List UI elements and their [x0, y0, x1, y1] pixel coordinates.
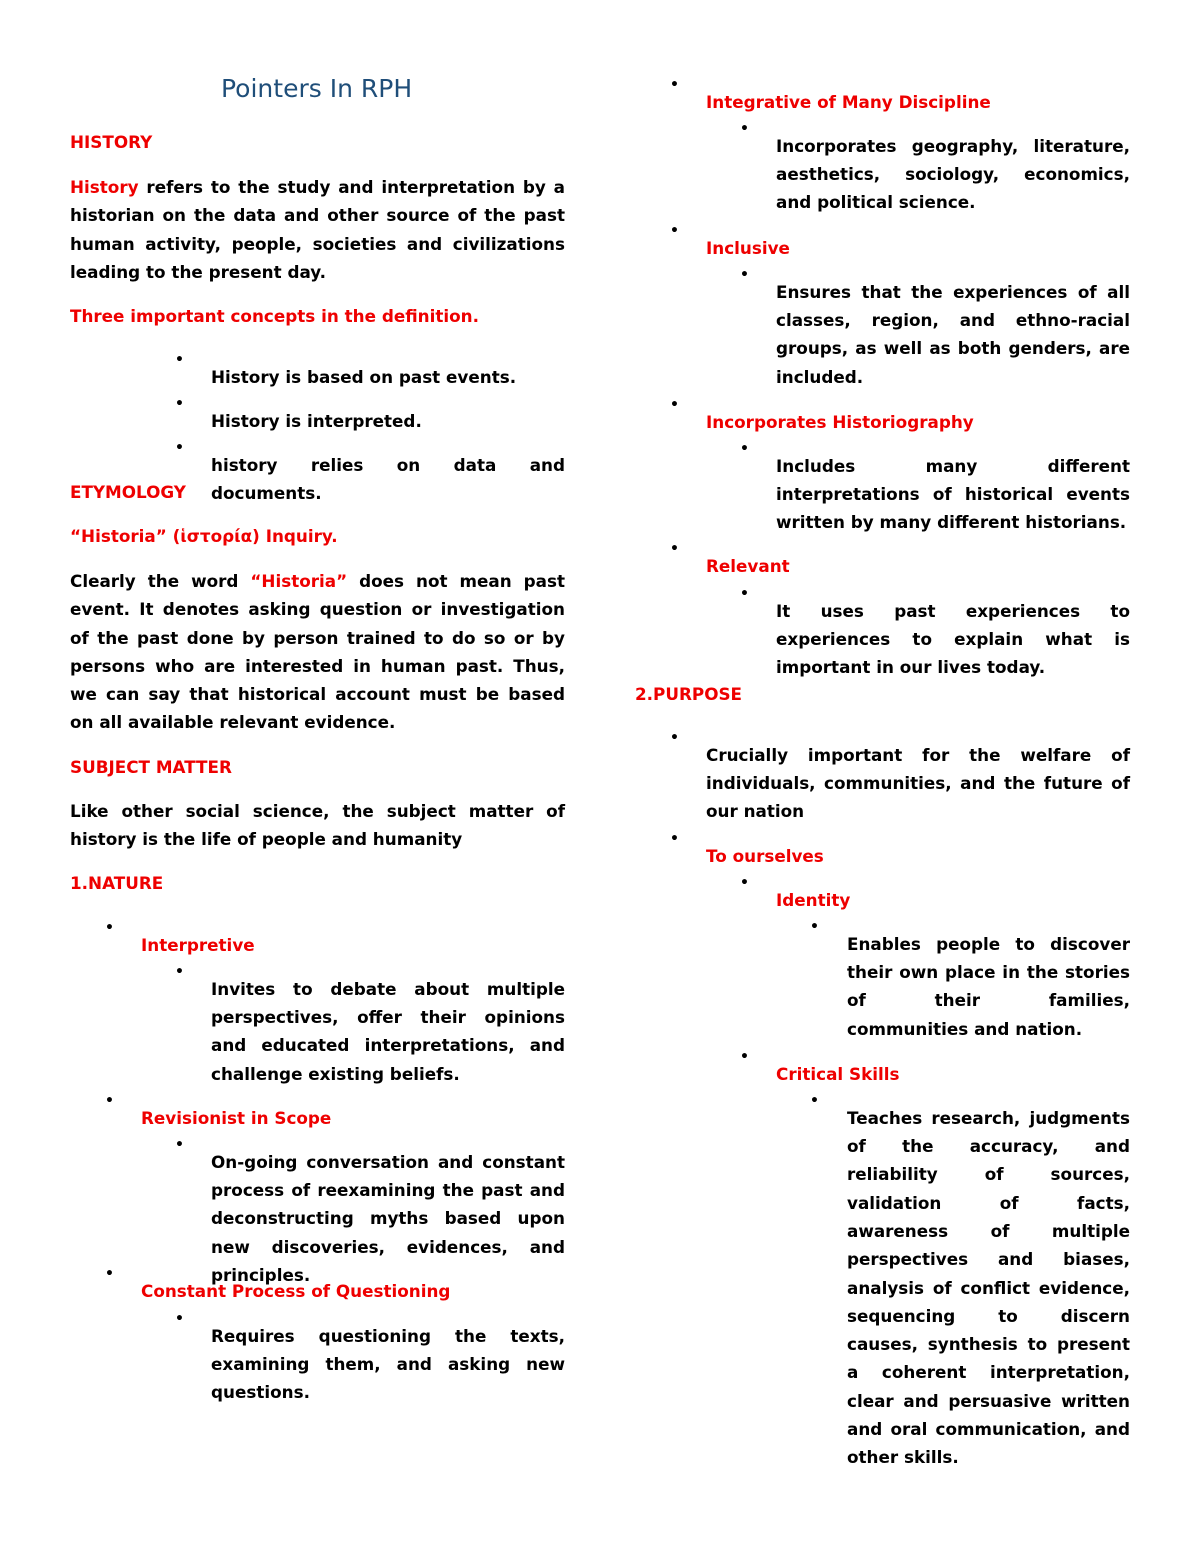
bullet-icon: •	[175, 352, 184, 368]
nature-heading: 1.NATURE	[70, 873, 164, 893]
etymology-heading: ETYMOLOGY	[70, 482, 186, 502]
history-term: History	[70, 177, 139, 197]
page-title: Pointers In RPH	[221, 74, 413, 103]
nature-item-label: Incorporates Historiography	[706, 411, 974, 432]
bullet-icon: •	[105, 1266, 114, 1282]
etymology-text-rest: does not mean past event. It denotes asking question or investigation of the past done by person trained to do so or by persons who are interested in human past. Thus, we can say that historical account must be based on all available relevant evidence.	[70, 571, 566, 733]
bullet-icon: •	[670, 730, 679, 746]
bullet-icon: •	[810, 919, 819, 935]
bullet-icon: •	[670, 77, 679, 93]
purpose-identity-desc: Enables people to discover their own place in the stories of their families, communities and nation.	[847, 933, 1130, 1039]
concept-item: history relies on data and documents.	[211, 454, 565, 504]
bullet-icon: •	[175, 396, 184, 412]
subject-heading: SUBJECT MATTER	[70, 757, 232, 777]
purpose-intro: Crucially important for the welfare of individuals, communities, and the future of our nation	[706, 744, 1130, 822]
bullet-icon: •	[810, 1093, 819, 1109]
purpose-critical-desc: Teaches research, judgments of the accuracy, and reliability of sources, validation of facts, awareness of multiple perspectives and biases, analysis of conflict evidence, sequencing to discern causes, synthesis to present a coherent interpretation, clear and persuasive written and oral communication, and other skills.	[847, 1107, 1130, 1468]
nature-item-label: Revisionist in Scope	[141, 1107, 332, 1128]
history-definition	[70, 173, 565, 286]
nature-item-label: Interpretive	[141, 934, 255, 955]
bullet-icon: •	[670, 831, 679, 847]
nature-item-desc: Incorporates geography, literature, aesthetics, sociology, economics, and political science.	[776, 135, 1130, 213]
concepts-heading: Three important concepts in the definition.	[70, 306, 479, 326]
etymology-paragraph	[70, 567, 565, 737]
bullet-icon: •	[740, 441, 749, 457]
purpose-identity-label: Identity	[776, 889, 851, 910]
bullet-icon: •	[175, 1137, 184, 1153]
bullet-icon: •	[740, 267, 749, 283]
bullet-icon: •	[670, 223, 679, 239]
nature-item-label: Inclusive	[706, 237, 790, 258]
bullet-icon: •	[175, 964, 184, 980]
purpose-ourselves: To ourselves	[706, 845, 824, 866]
nature-item-desc: On-going conversation and constant process of reexamining the past and deconstructing myths based upon new discoveries, evidences, and principles.	[211, 1151, 565, 1285]
nature-item-label: Integrative of Many Discipline	[706, 91, 991, 112]
subject-text: Like other social science, the subject matter of history is the life of people and humanity	[70, 801, 565, 850]
nature-item-desc: Requires questioning the texts, examining them, and asking new questions.	[211, 1325, 565, 1403]
etymology-text: Clearly the word	[70, 571, 251, 591]
bullet-icon: •	[740, 1049, 749, 1065]
history-heading: HISTORY	[70, 132, 153, 152]
bullet-icon: •	[670, 397, 679, 413]
nature-item-desc: Invites to debate about multiple perspectives, offer their opinions and educated interpretations, and challenge existing beliefs.	[211, 978, 565, 1084]
nature-item-desc: Ensures that the experiences of all classes, region, and ethno-racial groups, as well as both genders, are included.	[776, 281, 1130, 387]
nature-item-label: Relevant	[706, 555, 790, 576]
bullet-icon: •	[175, 440, 184, 456]
bullet-icon: •	[740, 586, 749, 602]
bullet-icon: •	[105, 1093, 114, 1109]
bullet-icon: •	[740, 875, 749, 891]
concept-item: History is interpreted.	[211, 410, 422, 431]
bullet-icon: •	[740, 121, 749, 137]
bullet-icon: •	[105, 920, 114, 936]
concept-item: History is based on past events.	[211, 366, 517, 387]
bullet-icon: •	[670, 541, 679, 557]
nature-item-desc: It uses past experiences to experiences to explain what is important in our lives today.	[776, 600, 1130, 678]
history-definition-text: refers to the study and interpretation by a historian on the data and other source of the past human activity, people, societies and civilizations leading to the present day.	[70, 177, 565, 282]
etymology-word: “Historia”	[250, 571, 348, 591]
bullet-icon: •	[175, 1311, 184, 1327]
purpose-heading: 2.PURPOSE	[635, 684, 743, 704]
etymology-term: “Historia” (ἱστορία) Inquiry.	[70, 526, 338, 546]
nature-item-desc: Includes many different interpretations of historical events written by many different historians.	[776, 455, 1130, 533]
nature-item-label: Constant Process of Questioning	[141, 1280, 451, 1301]
purpose-critical-label: Critical Skills	[776, 1063, 900, 1084]
